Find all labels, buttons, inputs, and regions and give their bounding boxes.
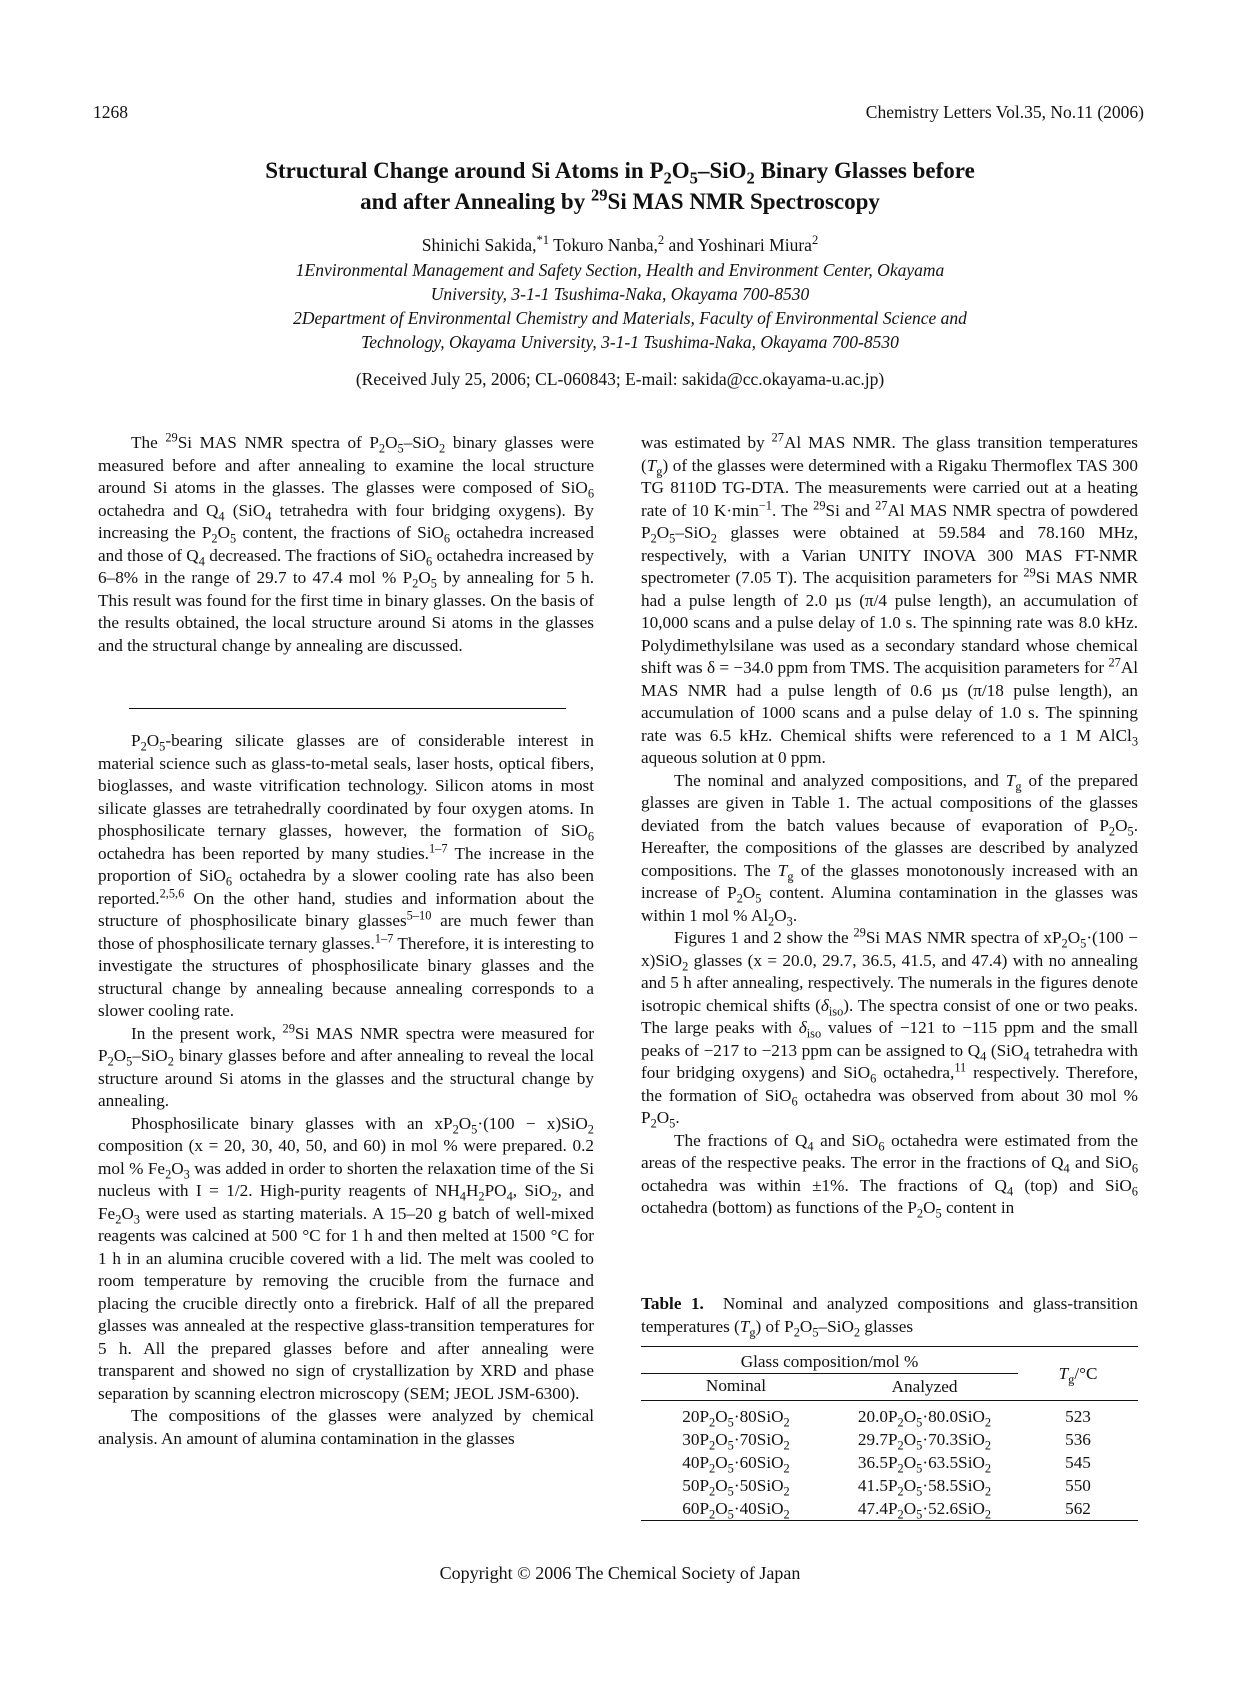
abstract-text: The $^{29}$Si MAS NMR spectra of $P_2O_5-SiO_2$ binary glasses were measured before and after annealing to examine the local structure around Si atoms in the glasses. The glasses were composed of SiO$_6$ octahedra and $Q_4$ (SiO$_4$ tetrahedra with four bridging oxygens). By increasing the $P_2O_5$ content, the fractions of SiO$_6$ octahedra increased and those of $Q_4$ decreased. The fractions of SiO$_6$ octahedra increased by 6–8% in the range of 29.7 to 47.4 mol % $P_2O_5$ by annealing for 5 h. This result was found for the first time in binary glasses. On the basis of the results obtained, the local structure around Si atoms in the glasses and the structural change by annealing are discussed.	[98, 430, 595, 655]
table-header-nominal: Nominal	[705, 1375, 767, 1395]
table-cell-analyzed: $41.5P_2O_5\cdot 58.5SiO_2$	[857, 1475, 992, 1498]
table-header-tg: $T_g/^\circ C$	[1058, 1363, 1098, 1386]
table-caption	[641, 1293, 1138, 1338]
title-line-2: and after Annealing by $^{29}$Si MAS NMR Spectroscopy	[360, 185, 880, 214]
table-cell-tg: 550	[1065, 1475, 1091, 1495]
table-cell-nominal: $40P_2O_5\cdot 60SiO_2$	[682, 1452, 790, 1475]
body-paragraph: Figures 1 and 2 show the $^{29}$Si MAS NMR spectra of $xP_2O_5\cdot(100 - x)SiO_2$ glasses (x = 20.0, 29.7, 36.5, 41.5, and 47.4) with no annealing and 5 h after annealing, respectively. The numerals in the figures denote isotropic chemical shifts $(\delta_{iso})$. The spectra consist of one or two peaks. The large peaks with $\delta_{iso}$ values of −121 to −115 ppm and the small peaks of −217 to −213 ppm can be assigned to $Q_4$ (SiO$_4$ tetrahedra with four bridging oxygens) and SiO$_6$ octahedra,$^{11}$ respectively. Therefore, the formation of SiO$_6$ octahedra was observed from about 30 mol % $P_2O_5$.	[641, 925, 1139, 1131]
table-cell-analyzed: $47.4P_2O_5\cdot 52.6SiO_2$	[857, 1498, 992, 1521]
body-paragraph: was estimated by $^{27}$Al MAS NMR. The glass transition temperatures $(T_g)$ of the glasses were determined with a Rigaku Thermoflex TAS 300 TG 8110D TG-DTA. The measurements were carried out at a heating rate of 10 $K\cdot\min^{-1}$. The $^{29}$Si and $^{27}$Al MAS NMR spectra of powdered $P_2O_5-SiO_2$ glasses were obtained at 59.584 and 78.160 MHz, respectively, with a Varian UNITY INOVA 300 MAS FT-NMR spectrometer (7.05 T). The acquisition parameters for $^{29}$Si MAS NMR had a pulse length of 2.0 µs (π/4 pulse length), an accumulation of 10,000 scans and a pulse delay of 1.0 s. The spinning rate was 8.0 kHz. Polydimethylsilane was used as a secondary standard whose chemical shift was δ = −34.0 ppm from TMS. The acquisition parameters for $^{27}$Al MAS NMR had a pulse length of 0.6 µs (π/18 pulse length), an accumulation of 1000 scans and a pulse delay of 1.0 s. The spinning rate was 6.5 kHz. Chemical shifts were referenced to a 1 M AlCl$_3$ aqueous solution at 0 ppm.	[641, 430, 1139, 767]
affiliation-2: 2Department of Environmental Chemistry and Materials, Faculty of Environmental Science and Technology, Okayama University, 3-1-1 Tsushima-Naka, Okayama 700-8530	[293, 308, 967, 352]
author-block	[100, 233, 1140, 354]
body-paragraph: The fractions of $Q_4$ and SiO$_6$ octahedra were estimated from the areas of the respective peaks. The error in the fractions of $Q_4$ and SiO$_6$ octahedra was within ±1%. The fractions of $Q_4$ (top) and SiO$_6$ octahedra (bottom) as functions of the $P_2O_5$ content in	[641, 1130, 1138, 1221]
table-group-header: Glass composition/mol %	[641, 1347, 1018, 1374]
table-cell-nominal: $50P_2O_5\cdot 50SiO_2$	[682, 1475, 790, 1498]
journal-name: Chemistry Letters Vol.35, No.11 (2006)	[865, 102, 1144, 122]
table-cell-analyzed: $29.7P_2O_5\cdot 70.3SiO_2$	[857, 1429, 992, 1452]
title-line-1: Structural Change around Si Atoms in $P_2O_5-SiO_2$ Binary Glasses before	[265, 158, 975, 188]
abstract-divider	[129, 708, 566, 709]
body-paragraph: The compositions of the glasses were analyzed by chemical analysis. An amount of alumina contamination in the glasses	[98, 1406, 594, 1448]
author-list: Shinichi Sakida,$^{*1}$ Tokuro Nanba,$^2$ and Yoshinari Miura$^2$	[421, 233, 819, 255]
table-1-grid	[641, 1346, 1138, 1521]
table-cell-analyzed: $20.0P_2O_5\cdot 80.0SiO_2$	[857, 1406, 992, 1429]
body-paragraph: Phosphosilicate binary glasses with an $xP_2O_5\cdot(100 - x)SiO_2$ composition (x = 20, 30, 40, 50, and 60) in mol % were prepared. 0.2 mol % $Fe_2O_3$ was added in order to shorten the relaxation time of the Si nucleus with I = 1/2. High-purity reagents of $NH_4H_2PO_4$, SiO$_2$, and $Fe_2O_3$ were used as starting materials. A 15–20 g batch of well-mixed reagents was calcined at 500 °C for 1 h and then melted at 1500 °C for 1 h in an alumina crucible covered with a lid. The melt was cooled to room temperature by removing the crucible from the furnace and placing the crucible directly onto a firebrick. Half of all the prepared glasses was annealed at the respective glass-transition temperatures for 5 h. All the prepared glasses before and after annealing were transparent and showed no sign of crystallization by XRD and phase separation by scanning electron microscopy (SEM; JEOL JSM-6300).	[98, 1113, 594, 1403]
left-body-column	[98, 730, 594, 1450]
table-cell-analyzed: $36.5P_2O_5\cdot 63.5SiO_2$	[857, 1452, 992, 1475]
article-title	[100, 155, 1140, 217]
table-caption-text: Nominal and analyzed compositions and glass-transition temperatures $(T_g)$ of $P_2O_5-SiO_2$ glasses	[641, 1294, 1139, 1339]
table-1	[641, 1293, 1138, 1521]
table-row	[641, 1401, 1138, 1429]
table-row	[641, 1428, 1138, 1451]
table-cell-tg: 536	[1065, 1429, 1091, 1449]
abstract	[98, 432, 594, 657]
table-cell-nominal: $60P_2O_5\cdot 40SiO_2$	[682, 1498, 790, 1521]
received-line: (Received July 25, 2006; CL-060843; E-mail: sakida@cc.okayama-u.ac.jp)	[355, 369, 885, 389]
body-paragraph: The nominal and analyzed compositions, and $T_g$ of the prepared glasses are given in Table 1. The actual compositions of the glasses deviated from the batch values because of evaporation of $P_2O_5$. Hereafter, the compositions of the glasses are described by analyzed compositions. The $T_g$ of the glasses monotonously increased with an increase of $P_2O_5$ content. Alumina contamination in the glasses was within 1 mol % $Al_2O_3$.	[641, 770, 1138, 928]
table-row	[641, 1451, 1138, 1474]
table-cell-nominal: $20P_2O_5\cdot 80SiO_2$	[682, 1406, 790, 1429]
table-cell-tg: 562	[1065, 1498, 1091, 1518]
table-caption-label: Table 1.	[641, 1294, 704, 1313]
table-row	[641, 1474, 1138, 1497]
affiliation-1: 1Environmental Management and Safety Section, Health and Environment Center, Okayama University, 3-1-1 Tsushima-Naka, Okayama 700-8530	[295, 260, 945, 304]
table-row	[641, 1497, 1138, 1521]
body-paragraph: In the present work, $^{29}$Si MAS NMR spectra were measured for $P_2O_5-SiO_2$ binary glasses before and after annealing to reveal the local structure around Si atoms in the glasses and the structural change by annealing.	[98, 1020, 594, 1110]
page-number: 1268	[93, 102, 128, 122]
body-paragraph: $P_2O_5$-bearing silicate glasses are of considerable interest in material science such as glass-to-metal seals, laser hosts, optical fibers, bioglasses, and waste vitrification technology. Silicon atoms in most silicate glasses are tetrahedrally coordinated by four oxygen atoms. In phosphosilicate ternary glasses, however, the formation of SiO$_6$ octahedra has been reported by many studies.$^{1-7}$ The increase in the proportion of SiO$_6$ octahedra by a slower cooling rate has also been reported.$^{2,5,6}$ On the other hand, studies and information about the structure of phosphosilicate binary glasses$^{5-10}$ are much fewer than those of phosphosilicate ternary glasses.$^{1-7}$ Therefore, it is interesting to investigate the structures of phosphosilicate binary glasses and the structural change by annealing because annealing corresponds to a slower cooling rate.	[98, 731, 595, 1020]
table-cell-tg: 523	[1065, 1406, 1091, 1426]
table-cell-tg: 545	[1065, 1452, 1091, 1472]
table-cell-nominal: $30P_2O_5\cdot 70SiO_2$	[682, 1429, 790, 1452]
right-body-column	[641, 432, 1138, 1220]
copyright-footer: Copyright © 2006 The Chemical Society of Japan	[439, 1563, 801, 1583]
table-header-analyzed: Analyzed	[891, 1377, 958, 1396]
